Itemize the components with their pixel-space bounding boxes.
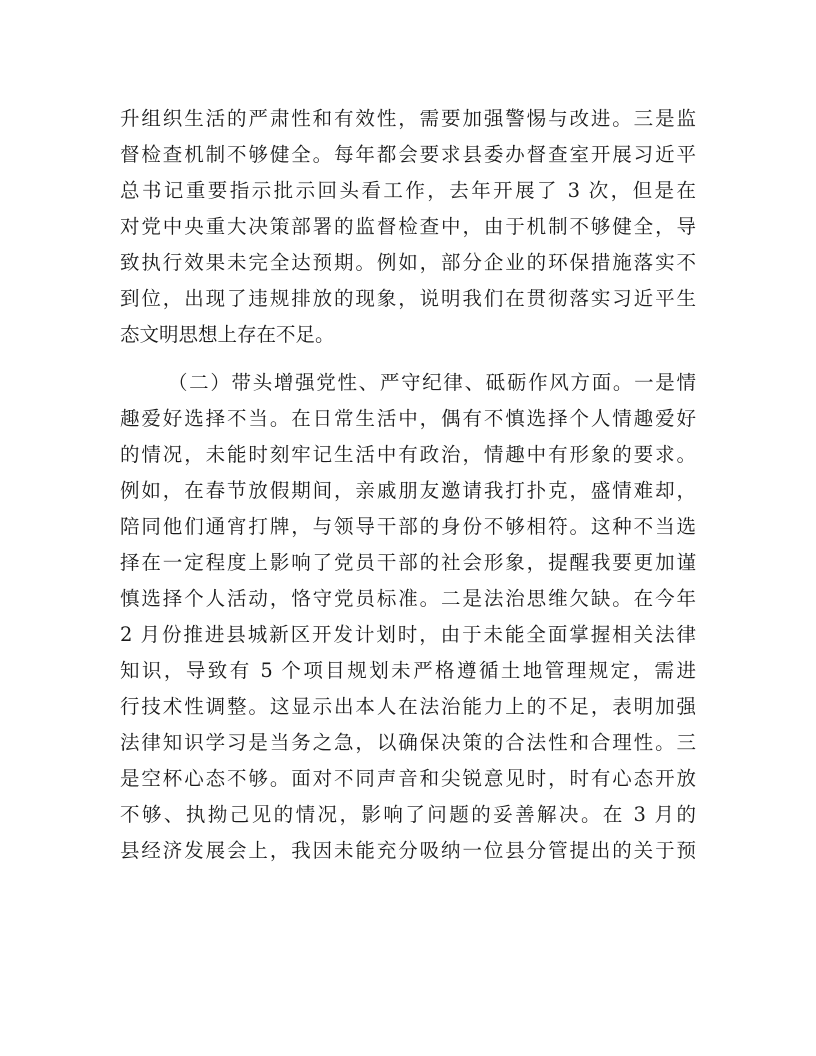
text-line-13: 择在一定程度上影响了党员干部的社会形象，提醒我要更加谨 [120,551,696,574]
text-line-12: 陪同他们通宵打牌，与领导干部的身份不够相符。这种不当选 [120,515,696,538]
text-line-11: 例如，在春节放假期间，亲戚朋友邀请我打扑克，盛情难却， [120,479,696,502]
text-line-5: 致执行效果未完全达预期。例如，部分企业的环保措施落实不 [120,251,696,274]
text-line-15: 2 月份推进县城新区开发计划时，由于未能全面掌握相关法律 [120,623,696,646]
text-line-3: 总书记重要指示批示回头看工作，去年开展了 3 次，但是在 [120,179,696,202]
text-line-4: 对党中央重大决策部署的监督检查中，由于机制不够健全，导 [120,215,696,238]
text-line-19: 是空杯心态不够。面对不同声音和尖锐意见时，时有心态开放 [120,767,696,790]
text-line-7: 态文明思想上存在不足。 [120,323,335,346]
text-line-18: 法律知识学习是当务之急，以确保决策的合法性和合理性。三 [120,731,696,754]
section-heading-line: （二）带头增强党性、严守纪律、砥砺作风方面。一是情 [168,371,696,394]
text-line-17: 行技术性调整。这显示出本人在法治能力上的不足，表明加强 [120,695,696,718]
text-line-1: 升组织生活的严肃性和有效性，需要加强警惕与改进。三是监 [120,107,696,130]
text-line-20: 不够、执拗己见的情况，影响了问题的妥善解决。在 3 月的 [120,803,696,826]
text-line-9: 趣爱好选择不当。在日常生活中，偶有不慎选择个人情趣爱好 [120,407,696,430]
text-line-2: 督检查机制不够健全。每年都会要求县委办督查室开展习近平 [120,143,696,166]
text-line-16: 知识，导致有 5 个项目规划未严格遵循土地管理规定，需进 [120,659,696,682]
text-line-10: 的情况，未能时刻牢记生活中有政治，情趣中有形象的要求。 [120,443,696,466]
text-line-14: 慎选择个人活动，恪守党员标准。二是法治思维欠缺。在今年 [120,587,696,610]
text-line-21: 县经济发展会上，我因未能充分吸纳一位县分管提出的关于预 [120,839,696,862]
text-line-6: 到位，出现了违规排放的现象，说明我们在贯彻落实习近平生 [120,287,696,310]
